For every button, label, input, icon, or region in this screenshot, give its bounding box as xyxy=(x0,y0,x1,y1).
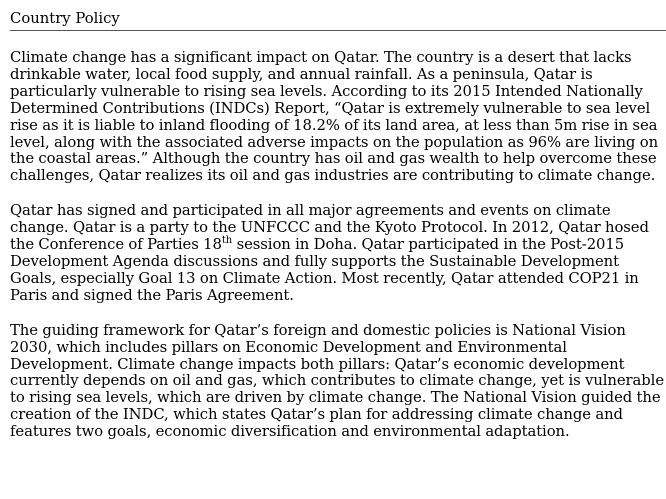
paragraph-national-vision: The guiding framework for Qatar’s foreign and domestic policies is National Vision 2030, which includes pillars on Economic Development and Environmental Development. Climate change impacts both pillars: Qatar’s economic development currently depends on oil and gas, which contributes to climate change, yet is vulnerable to rising sea levels, which are driven by climate change. The National Vision guided the creation of the INDC, which states Qatar’s plan for addressing climate change and features two goals, economic diversification and environmental adaptation. xyxy=(10,321,665,441)
paragraph-agreements-text-after: session in Doha. Qatar participated in the Post-2015 Development Agenda discussions and fully supports the Sustainable Development Goals, especially Goal 13 on Climate Action. Most recently, Qatar attended COP21 in Paris and signed the Paris Agreement. xyxy=(10,236,639,304)
section-header xyxy=(10,10,666,31)
paragraph-agreements-text-before: Qatar has signed and participated in all major agreements and events on climate change. Qatar is a party to the UNFCCC and the Kyoto Protocol. In 2012, Qatar hosed the Conference of Parties 18 xyxy=(10,202,649,254)
ordinal-superscript: th xyxy=(221,235,233,247)
paragraph-agreements xyxy=(10,203,666,304)
paragraph-climate-impact: Climate change has a significant impact on Qatar. The country is a desert that lacks drinkable water, local food supply, and annual rainfall. As a peninsula, Qatar is particularly vulnerable to rising sea levels. According to its 2015 Intended Nationally Determined Contributions (INDCs) Report, “Qatar is extremely vulnerable to sea level rise as it is liable to inland flooding of 18.2% of its land area, at less than 5m rise in sea level, along with the associated adverse impacts on the population as 96% are living on the coastal areas.” Although the country has oil and gas wealth to help overcome these challenges, Qatar realizes its oil and gas industries are contributing to climate change. xyxy=(10,49,659,185)
document-page xyxy=(10,10,666,459)
section-heading: Country Policy xyxy=(10,10,120,27)
